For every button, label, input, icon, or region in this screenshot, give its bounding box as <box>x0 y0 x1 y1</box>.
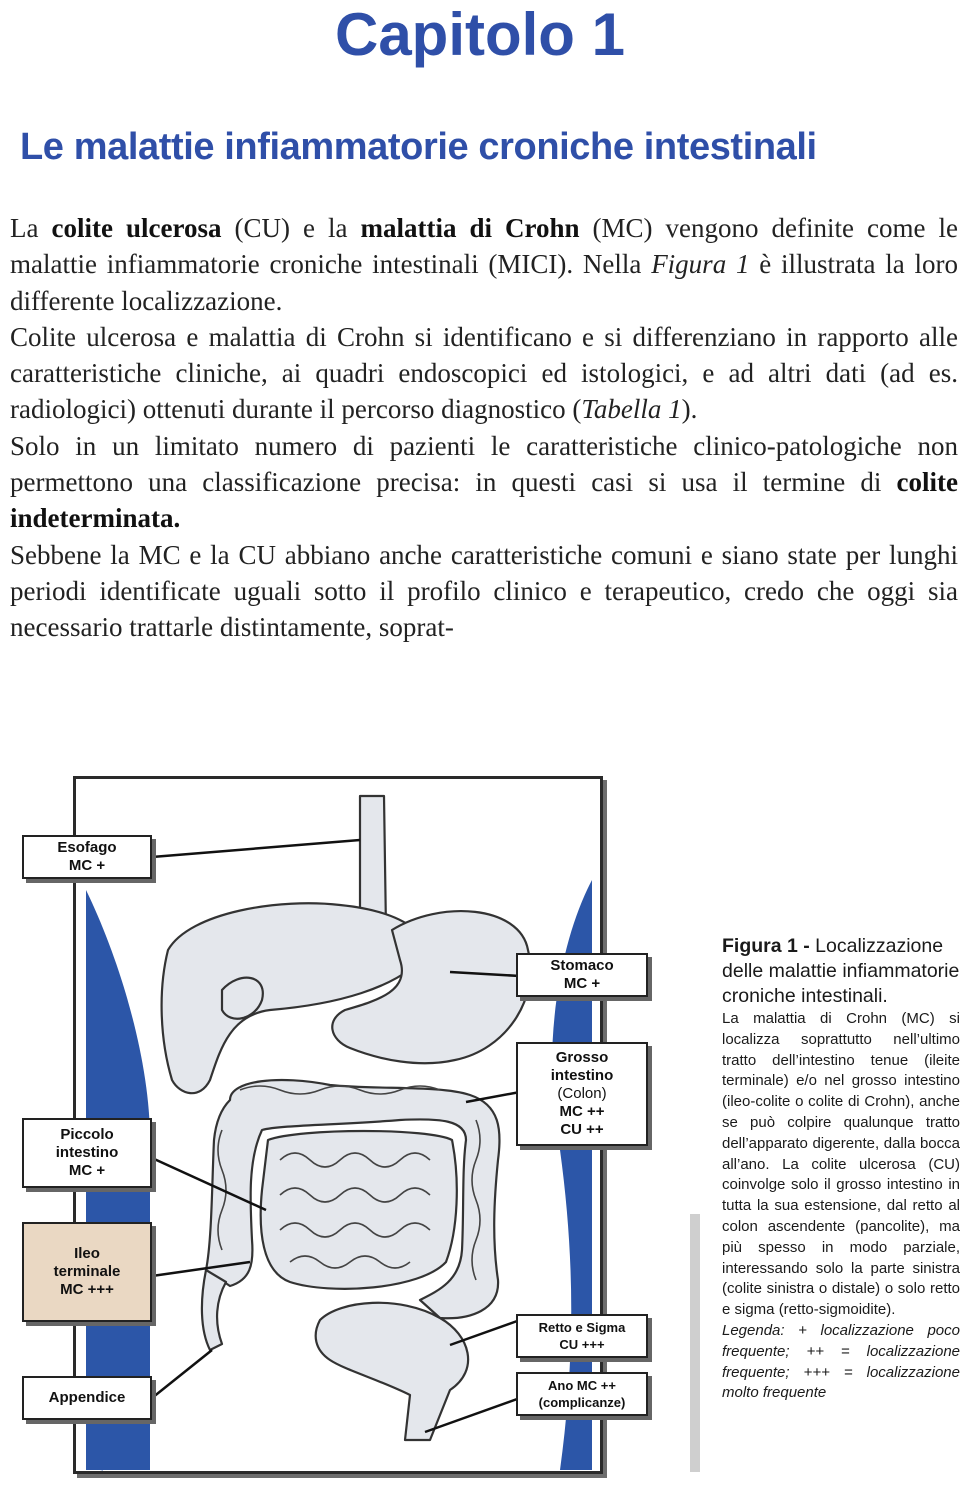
paragraph-1: La colite ulcerosa (CU) e la malattia di Crohn (MC) vengono definite come le malattie infiammatorie croniche intestinali (MICI). Nella Figura 1 è illustrata la loro differente localizzazione. <box>10 213 959 316</box>
label-stomaco: Stomaco MC + <box>516 953 648 997</box>
figure-caption <box>722 934 960 1404</box>
caption-legend: Legenda: + localizzazione poco frequente; ++ = localizzazione frequente; +++ = localizzazione molto frequente <box>722 1321 960 1402</box>
caption-body: La malattia di Crohn (MC) si localizza soprattutto nell’ultimo tratto dell’intestino tenue (ileite terminale) e/o nel grosso intestino (ileo-colite o colite di Crohn), anche se può colpire qualunque tratto dell’apparato digerente, dalla bocca all’ano. La colite ulcerosa (CU) coinvolge solo il grosso intestino in tutta la sua estensione, dal retto al colon ascendente (pancolite), ma più spesso in modo parziale, interessando solo la parte sinistra (colite sinistra o distale) o solo retto e sigma (retto-sigmoidite). <box>722 1010 960 1319</box>
chapter-title: Capitolo 1 <box>334 1 625 68</box>
label-retto-sigma: Retto e Sigma CU +++ <box>516 1314 648 1358</box>
paragraph-2: Colite ulcerosa e malattia di Crohn si identificano e si differenziano in rapporto alle caratteristiche cliniche, ai quadri endoscopici ed istologici, e ad altri dati (ad es. radiologici) ottenuti durante il percorso diagnostico (Tabella 1). <box>10 321 958 425</box>
label-ileo-terminale: Ileo terminale MC +++ <box>22 1222 152 1322</box>
caption-title: Figura 1 - Localizzazione delle malattie infiammatorie croniche intestinali. <box>722 935 960 1007</box>
label-esofago: Esofago MC + <box>22 835 152 879</box>
label-piccolo-intestino: Piccolo intestino MC + <box>22 1118 152 1188</box>
section-title: Le malattie infiammatorie croniche intestinali <box>20 126 817 168</box>
paragraph-3: Solo in un limitato numero di pazienti le caratteristiche clinico-patologiche non permettono una classificazione precisa: in questi casi si usa il termine di colite indeterminata. <box>10 430 958 534</box>
paragraph-4: Sebbene la MC e la CU abbiano anche caratteristiche comuni e siano state per lunghi periodi identificate uguali sotto il profilo clinico e terapeutico, credo che oggi sia necessario trattarle distintamente, soprat- <box>10 539 958 643</box>
label-appendice: Appendice <box>22 1376 152 1420</box>
label-grosso-intestino: Grosso intestino (Colon) MC ++ CU ++ <box>516 1042 648 1146</box>
caption-side-rule <box>690 1214 700 1472</box>
label-ano: Ano MC ++ (complicanze) <box>516 1372 648 1416</box>
